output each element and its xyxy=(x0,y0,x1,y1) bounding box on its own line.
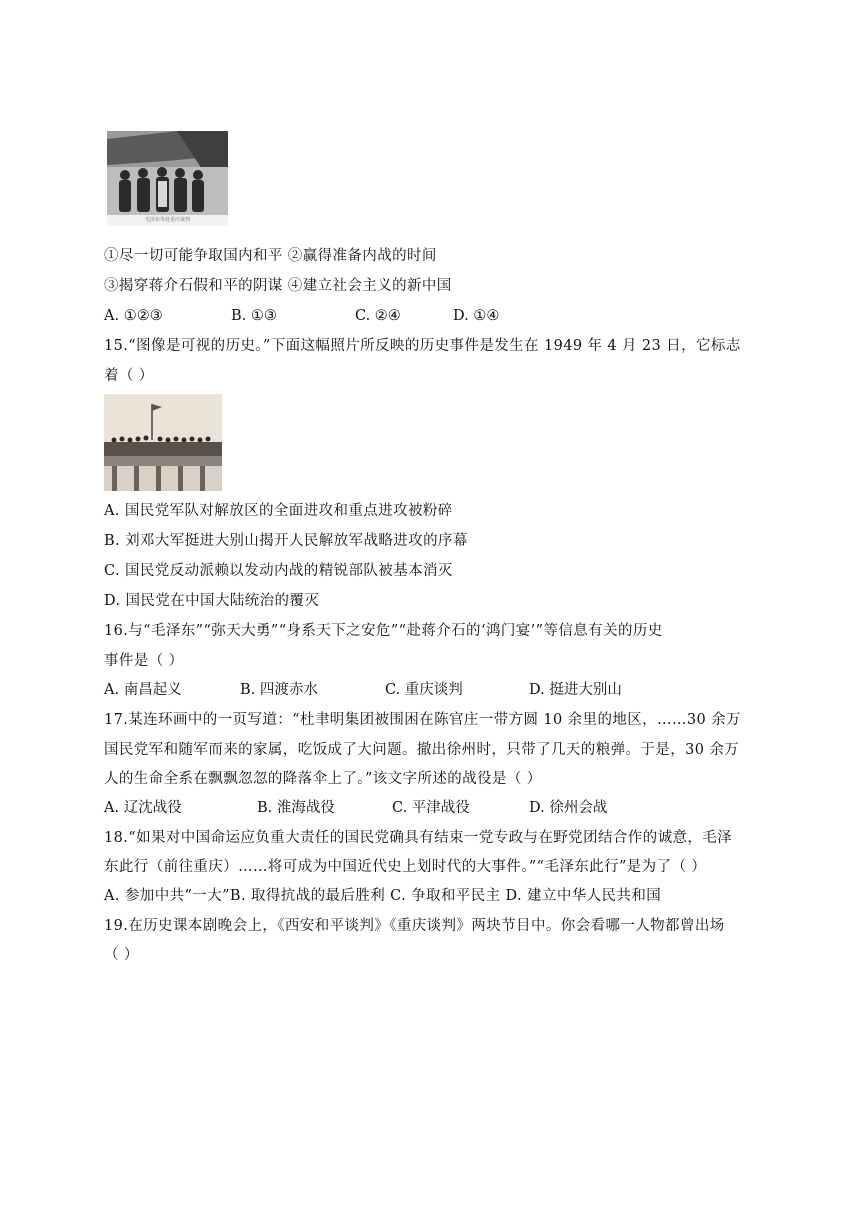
nanjing-presidential-palace-photo xyxy=(104,394,222,491)
q14-statements-line1: ①尽一切可能争取国内和平 ②赢得准备内战的时间 xyxy=(104,248,437,264)
q15-option-b[interactable]: B. 刘邓大军挺进大别山揭开人民解放军战略进攻的序幕 xyxy=(104,533,468,549)
q15-stem-line1: 15.“图像是可视的历史。”下面这幅照片所反映的历史事件是发生在 1949 年 4 月 23 日，它标志 xyxy=(104,338,741,354)
photo-caption: 毛泽东等赴重庆谈判 xyxy=(144,217,190,223)
q15-stem-line2: 着（ ） xyxy=(104,368,154,384)
q17-option-d[interactable]: D. 徐州会战 xyxy=(529,800,608,816)
q14-option-d[interactable]: D. ①④ xyxy=(453,308,500,324)
photo-airplane-group xyxy=(107,131,228,226)
q16-option-c[interactable]: C. 重庆谈判 xyxy=(385,682,463,698)
q16-stem-line1: 16.与“毛泽东”“弥天大勇”“身系天下之安危”“赴蒋介石的‘鸿门宴’”等信息有关的历史 xyxy=(104,623,663,639)
q19-stem-line2: （ ） xyxy=(104,947,139,963)
q19-stem-line1: 19.在历史课本剧晚会上，《西安和平谈判》《重庆谈判》两块节目中。你会看哪一人物都曾出场 xyxy=(104,918,725,934)
q17-stem-line1: 17.某连环画中的一页写道：“杜聿明集团被围困在陈官庄一带方圆 10 余里的地区，……30 余万 xyxy=(104,712,741,728)
q15-option-d[interactable]: D. 国民党在中国大陆统治的覆灭 xyxy=(104,593,320,609)
q16-option-b[interactable]: B. 四渡赤水 xyxy=(240,682,318,698)
q17-stem-line3: 人的生命全系在飘飘忽忽的降落伞上了。”该文字所述的战役是（ ） xyxy=(104,771,542,787)
q14-option-b[interactable]: B. ①③ xyxy=(231,308,277,324)
photo-flag-on-building xyxy=(104,394,222,491)
q18-stem-line1: 18.“如果对中国命运应负重大责任的国民党确具有结束一党专政与在野党团结合作的诚意，毛泽 xyxy=(104,830,733,846)
q14-option-a[interactable]: A. ①②③ xyxy=(104,308,163,324)
q15-option-a[interactable]: A. 国民党军队对解放区的全面进攻和重点进攻被粉碎 xyxy=(104,503,453,519)
q17-option-b[interactable]: B. 淮海战役 xyxy=(257,800,335,816)
q17-option-c[interactable]: C. 平津战役 xyxy=(392,800,470,816)
q14-statements-line2: ③揭穿蒋介石假和平的阴谋 ④建立社会主义的新中国 xyxy=(104,278,452,294)
q16-option-a[interactable]: A. 南昌起义 xyxy=(104,682,182,698)
q16-stem-line2: 事件是（ ） xyxy=(104,653,184,669)
chongqing-negotiation-photo xyxy=(107,131,228,226)
q15-option-c[interactable]: C. 国民党反动派赖以发动内战的精锐部队被基本消灭 xyxy=(104,563,453,579)
q18-stem-line2: 东此行（前往重庆）……将可成为中国近代史上划时代的大事件。”“毛泽东此行”是为了（ ） xyxy=(104,859,707,875)
q18-options[interactable]: A. 参加中共“一大”B. 取得抗战的最后胜利 C. 争取和平民主 D. 建立中华人民共和国 xyxy=(104,888,662,904)
q14-option-c[interactable]: C. ②④ xyxy=(355,308,401,324)
q17-option-a[interactable]: A. 辽沈战役 xyxy=(104,800,182,816)
q16-option-d[interactable]: D. 挺进大别山 xyxy=(529,682,622,698)
q17-stem-line2: 国民党军和随军而来的家属，吃饭成了大问题。撤出徐州时，只带了几天的粮弹。于是，30 余万 xyxy=(104,742,740,758)
